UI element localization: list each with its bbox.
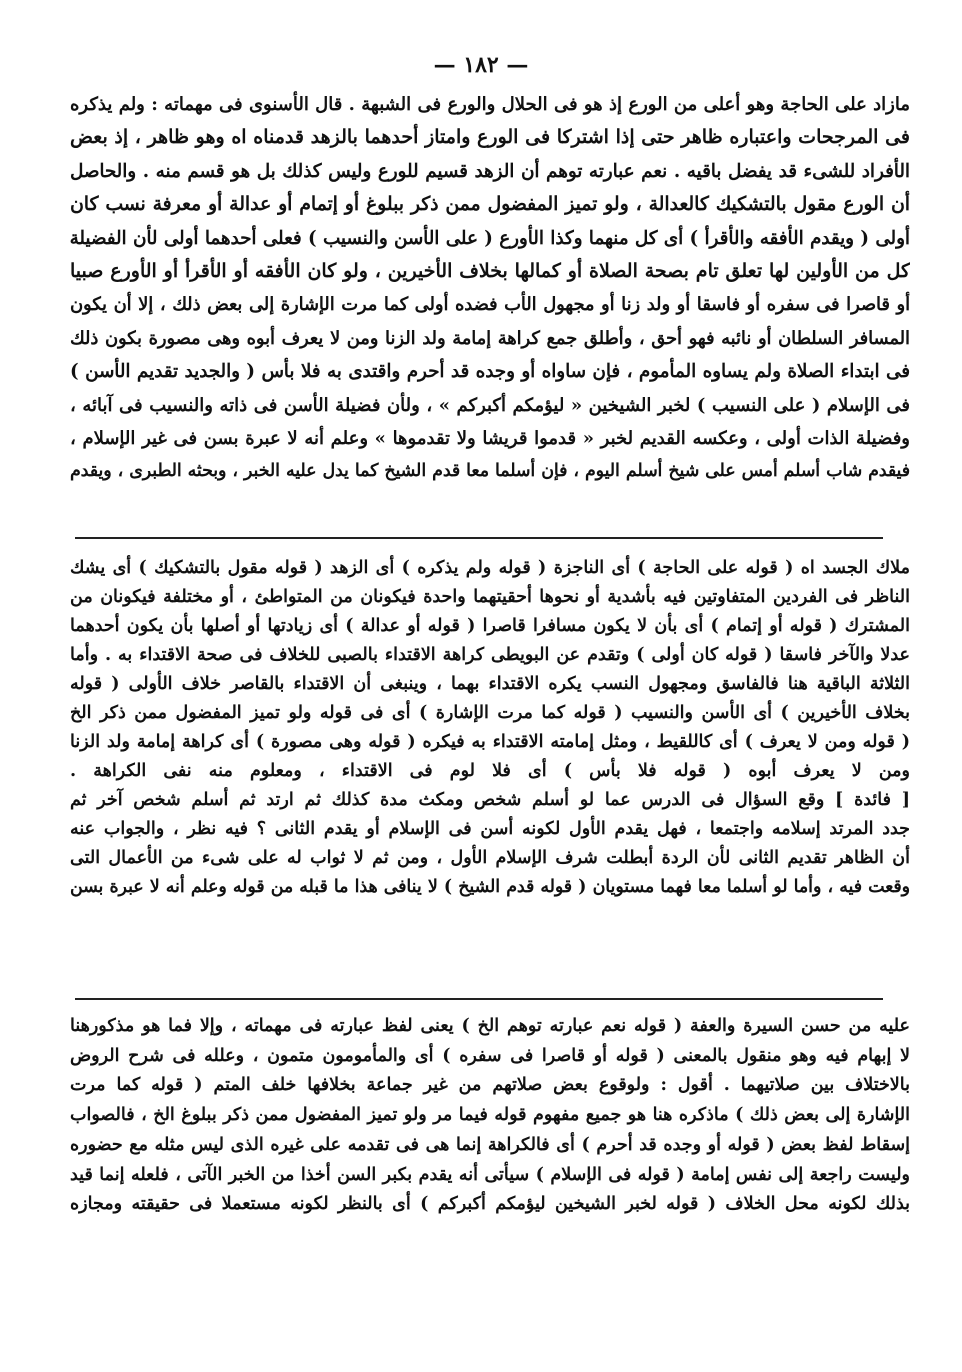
footnote-line: وقعت فيه ، وأما لو أسلما معا فهما مستويان ( قوله قدم الشيخ ) لا ينافى هذا ما قبله من قوله وعلم أنه لا عبرة بسن bbox=[70, 877, 910, 897]
secondary-footnote-line: بذلك لكونه محل الخلاف ( قوله لخبر الشيخين ليؤمكم أكبركم ) أى بالنظر لكونه مستعملا فى حقيقته ومجازه bbox=[70, 1194, 910, 1215]
footnote-line: ( قوله ومن لا يعرف ) أى كاللقيط ، ومثل إمامته الاقتداء به فيكره ( قوله وهى مصورة ) أى كراهة إمامة ولد الزنا bbox=[70, 732, 910, 752]
page-number: — ١٨٢ — bbox=[433, 52, 529, 78]
footnote-line: بخلاف الأخيرين ) أى الأسن والنسيب ( قوله كما مرت الإشارة ) أى فى قوله ولو تميز المفضول ممن ذكر الخ bbox=[70, 703, 910, 723]
footnote-line: أن الظاهر تقديم الثانى لأن الردة أبطلت شرف الإسلام الأول ، ومن ثم لا ثواب له على شىء من الأعمال التى bbox=[70, 848, 910, 868]
main-text-line: أو قاصرا فى سفره أو فاسقا أو ولد زنا أو مجهول الأب فضده أولى كما مرت الإشارة إلى بعض ذلك ، إلا أن يكون bbox=[70, 294, 910, 316]
main-text-line: المسافر السلطان أو نائبه فهو أحق ، وأطلق جمع كراهة إمامة ولد الزنا ومن لا يعرف أبوه وهى مصورة بكون ذلك bbox=[70, 327, 910, 349]
main-text-line: فيقدم شاب أسلم أمس على شيخ أسلم اليوم ، فإن أسلما معا قدم الشيخ كما يدل عليه الخبر ، وبحثه الطبرى ، ويقدم bbox=[70, 461, 910, 482]
main-text-line: وفضيلة الذات أولى ، وعكسه القديم لخبر « قدموا قريشا ولا تقدموها » وعلم أنه لا عبرة بسن فى غير الإسلام ، bbox=[70, 428, 910, 450]
main-text-line: فى المرجحات واعتباره ظاهر حتى إذا اشتركا فى الورع وامتاز أحدهما بالزهد قدمناه اه وهو ظاهر ، إذ بعض bbox=[70, 126, 910, 149]
footnote-line: ومن لا يعرف أبوه ( قوله فلا بأس ) أى فلا لوم فى الاقتداء ، ومعلوم منه نفى الكراهة . bbox=[70, 761, 910, 781]
footnote-divider bbox=[75, 537, 883, 539]
main-text-line: الأفراد للشىء قد يفضل باقيه . نعم عبارته توهم أن الزهد قسيم للورع وليس كذلك بل هو قسم منه . والحاصل bbox=[70, 160, 910, 182]
secondary-footnote-line: عليه من حسن السيرة والعفة ( قوله نعم عبارته توهم الخ ) يعنى لفظ عبارته فى مهماته ، وإلا فما هو مذكورهنا bbox=[70, 1016, 910, 1036]
footnote-line: جدد المرتد إسلامه واجتمعا ، فهل يقدم الأول لكونه أسن فى الإسلام أو يقدم الثانى ؟ فيه نظر ، والجواب عنه bbox=[70, 819, 910, 839]
main-text bbox=[70, 88, 910, 489]
secondary-footnote-line: الإشارة إلى بعض ذلك ) ماذكره هنا هو جميع مفهوم قوله فيما مر ولو تميز المفضول ممن ذكر ببلوغ الخ ، فالصواب bbox=[70, 1105, 910, 1126]
commentary-footnote bbox=[70, 554, 910, 902]
secondary-footnote-line: وليست راجعة إلى نفس إمامة ( قوله فى الإسلام ) سيأتى أنه يقدم بكبر السن أخذا من الخبر الآتى ، فلعله إنما قيد bbox=[70, 1164, 910, 1185]
main-text-line: أن الورع مقول بالتشكيك كالعدالة ، ولو تميز المفضول ممن ذكر ببلوغ أو إتمام أو عدالة أو معرفة نسب كان bbox=[70, 193, 910, 216]
main-text-line: فى الإسلام ( على النسيب ) لخبر الشيخين « ليؤمكم أكبركم » ، ولأن فضيلة الأسن فى ذاته والنسيب فى آبائه ، bbox=[70, 394, 910, 416]
secondary-footnote-line: بالاختلاف بين صلاتيهما . أقول : ولوقوع بعض صلاتهم من غير جماعة بخلافها خلف المتم ( قوله كما مرت bbox=[70, 1075, 910, 1096]
footnote-line: الثلاثة الباقية هنا فالفاسق ومجهول النسب يكره الاقتداء بهما ، وينبغى أن الاقتداء بالقاصر خلاف الأولى ( قوله bbox=[70, 674, 910, 694]
secondary-commentary-footnote bbox=[70, 1012, 910, 1220]
footnote-divider-secondary bbox=[75, 998, 883, 1000]
footnote-line: المشترك ( قوله أو إتمام ) أى بأن لا يكون مسافرا قاصرا ( قوله أو عدالة ) أى زيادتها أو أصلها بأن يكون أحدهما bbox=[70, 616, 910, 636]
footnote-line: ملاك الجسد اه ( قوله على الحاجة ) أى الناجزة ( قوله ولم يذكره ) أى الزهد ( قوله مقول بالتشكيك ) أى يشك bbox=[70, 558, 910, 578]
main-text-line: كل من الأولين لها تعلق تام بصحة الصلاة أو كمالها بخلاف الأخيرين ، ولو كان الأفقه أو الأقرأ أو الأورع صبيا bbox=[70, 260, 910, 283]
footnote-line: الناظر فى الفردين المتفاوتين فيه بأشدية أو نحوها أحقيتهما واحدة فيكونان من المتواطئ ، أو مختلفة فيكونان من bbox=[70, 587, 910, 607]
footnote-line: عدلا والآخر فاسقا ( قوله كان أولى ) وتقدم عن البويطى كراهة الاقتداء بالصبى للخلاف فى صحة الاقتداء به . وأما bbox=[70, 645, 910, 665]
secondary-footnote-line: إسقاط لفظ بعض ( قوله أو وجده قد أحرم ) أى فالكراهة إنما هى فى تقدمه على غيره الذى ليس مثله مع حضوره bbox=[70, 1134, 910, 1155]
main-text-line: فى ابتداء الصلاة ولم يساوه المأموم ، فإن ساواه أو وجده قد أحرم واقتدى به فلا بأس ( والجديد تقديم الأسن ) bbox=[70, 361, 910, 383]
secondary-footnote-line: لا إبهام فيه وهو منقول بالمعنى ( قوله أو قاصرا فى سفره ) أى والمأمومون متمون ، وعلله فى شرح الروض bbox=[70, 1045, 910, 1066]
footnote-line: [ فائدة ] وقع السؤال فى الدرس عما لو أسلم شخص ومكث مدة كذلك ثم ارتد ثم أسلم شخص آخر ثم bbox=[70, 790, 910, 810]
main-text-line: مازاد على الحاجة وهو أعلى من الورع إذ هو فى الحلال والورع فى الشبهة . قال الأسنوى فى مهماته : ولم يذكره bbox=[70, 94, 910, 115]
main-text-line: أولى ( ويقدم الأفقه والأقرأ ) أى كل منهما وكذا الأورع ( على الأسن والنسيب ) فعلى أحدهما أولى لأن الفضيلة bbox=[70, 227, 910, 249]
